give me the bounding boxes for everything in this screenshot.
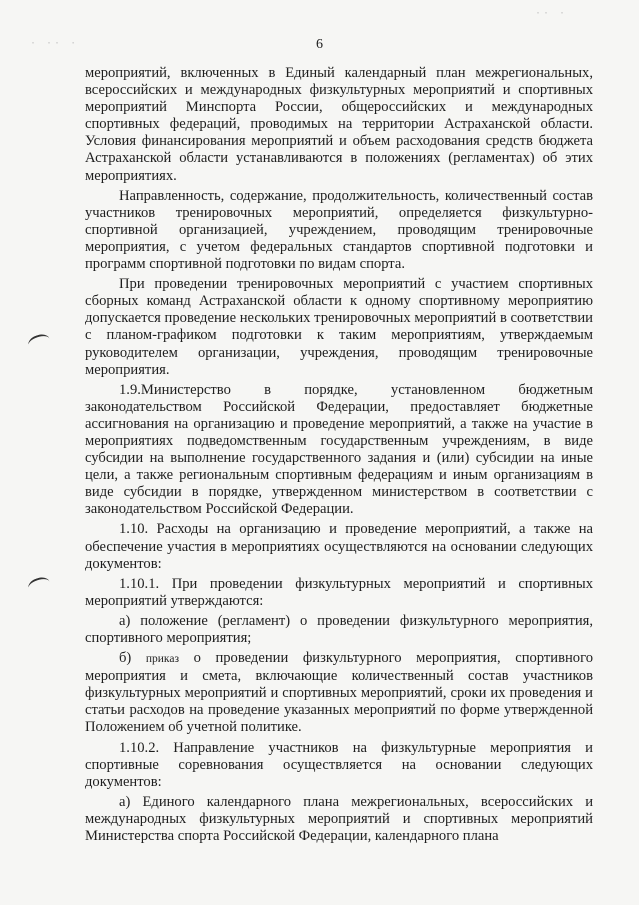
paragraph-2: Направленность, содержание, продолжительность, количественный состав участников тренировочных мероприятий, определяется физкультурно-спортивной организацией, учреждением, проводящим тренировочные мероприятия, с учетом федеральных стандартов спортивной подготовки и программ спортивной подготовки по видам спорта. (85, 187, 593, 273)
scan-noise-top-left: · ·· · (30, 38, 79, 49)
paragraph-6: 1.10.1. При проведении физкультурных мероприятий и спортивных мероприятий утверждаются: (85, 575, 593, 609)
paragraph-8-small-word: приказ (145, 653, 179, 666)
paragraph-1: мероприятий, включенных в Единый календарный план межрегиональных, всероссийских и международных физкультурных мероприятий и спортивных мероприятий Минспорта России, общероссийских и международных спортивных федераций, проводимых на территории Астраханской области. Условия финансирования мероприятий и объем расходования средств бюджета Астраханской области устанавливаются в положениях (регламентах) об этих мероприятиях. (85, 65, 593, 184)
document-body (85, 65, 593, 845)
paragraph-8 (85, 650, 593, 736)
scan-mark-lower (26, 575, 51, 595)
paragraph-9: 1.10.2. Направление участников на физкультурные мероприятия и спортивные соревнования осуществляется на основании следующих документов: (85, 739, 593, 790)
paragraph-3: При проведении тренировочных мероприятий с участием спортивных сборных команд Астраханской области к одному спортивному мероприятию допускается проведение нескольких тренировочных мероприятий в соответствии с планом-графиком подготовки к таким мероприятиям, утверждаемым руководителем организации, учреждения, проводящим тренировочные мероприятия. (85, 276, 593, 378)
paragraph-8-lead: б) (119, 650, 132, 667)
page-number: 6 (316, 37, 323, 52)
paragraph-10: а) Единого календарного плана межрегиональных, всероссийских и международных физкультурных мероприятий и спортивных мероприятий Министерства спорта Российской Федерации, календарного плана (85, 793, 593, 845)
paragraph-4: 1.9.Министерство в порядке, установленном бюджетным законодательством Российской Федерации, предоставляет бюджетные ассигнования на организацию и проведение мероприятий, а также на участие в мероприятиях подведомственным государственным учреждениям, в виде субсидии на выполнение государственного задания и (или) субсидии на иные цели, а также региональным спортивным федерациям и иным организациям в виде субсидии в порядке, утвержденном министерством в соответствии с законодательством Российской Федерации. (85, 381, 593, 518)
scan-noise-top-right: ·· · (535, 8, 568, 19)
paragraph-5: 1.10. Расходы на организацию и проведение мероприятий, а также на обеспечение участия в мероприятиях осуществляются на основании следующих документов: (85, 521, 593, 572)
paragraph-7: а) положение (регламент) о проведении физкультурного мероприятия, спортивного мероприятия; (85, 612, 593, 646)
paragraph-8-text: о проведении физкультурного мероприятия, спортивного мероприятия и смета, включающие количественный состав участников физкультурных мероприятий и спортивных мероприятий, сроки их проведения и статьи расходов на проведение указанных мероприятий по форме утвержденной Положением об учетной политике. (85, 650, 594, 736)
scan-mark-upper (26, 332, 51, 352)
